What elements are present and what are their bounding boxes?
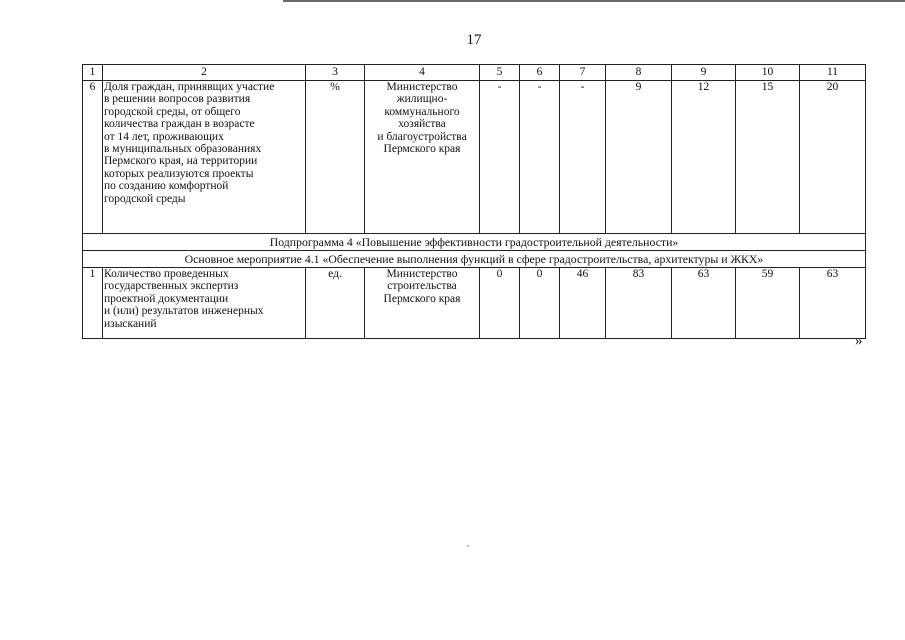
column-number: 1	[83, 65, 103, 81]
text-line: Министерство	[386, 268, 458, 280]
column-number: 11	[800, 65, 866, 81]
text-line: Доля граждан, принявщих участие	[104, 81, 275, 93]
value-cell: 59	[736, 268, 800, 339]
text-line: городской среды, от общего	[104, 105, 241, 118]
main-activity-row	[83, 251, 866, 268]
value-cell: -	[480, 81, 520, 234]
text-line: Количество проведенных	[104, 268, 229, 280]
value-cell: -	[560, 81, 606, 234]
top-rule	[283, 0, 905, 2]
column-number: 2	[103, 65, 306, 81]
text-line: и благоустройства	[377, 130, 467, 143]
value-cell: 83	[606, 268, 672, 339]
main-activity-title: Основное мероприятие 4.1 «Обеспечение выполнения функций в сфере градостроительства, архитектуры и ЖКХ»	[83, 251, 866, 268]
value-cell: 46	[560, 268, 606, 339]
column-number: 3	[306, 65, 365, 81]
value-cell: 9	[606, 81, 672, 234]
text-line: жилищно-	[396, 93, 448, 106]
column-number: 7	[560, 65, 606, 81]
unit-cell: %	[306, 81, 365, 234]
column-numbers-row	[83, 65, 866, 81]
text-line: от 14 лет, проживающих	[104, 130, 224, 143]
row-number: 6	[83, 81, 103, 234]
column-number: 4	[365, 65, 480, 81]
text-line: изысканий	[104, 317, 157, 330]
column-number: 8	[606, 65, 672, 81]
column-number: 6	[520, 65, 560, 81]
indicators-table	[82, 64, 866, 339]
indicator-name	[103, 81, 306, 234]
column-number: 10	[736, 65, 800, 81]
value-cell: 0	[520, 268, 560, 339]
table-row	[83, 268, 866, 339]
text-line: которых реализуются проекты	[104, 167, 254, 180]
closing-quote: »	[855, 333, 863, 349]
value-cell: 63	[672, 268, 736, 339]
page-number: 17	[466, 32, 482, 48]
subprogram-row	[83, 234, 866, 251]
text-line: строительства	[387, 280, 457, 293]
text-line: в решении вопросов развития	[104, 93, 251, 106]
text-line: Пермского края	[383, 292, 461, 305]
text-line: проектной документации	[104, 292, 229, 305]
value-cell: 12	[672, 81, 736, 234]
text-line: Пермского края	[383, 143, 461, 156]
scan-speck	[467, 545, 469, 547]
row-number: 1	[83, 268, 103, 339]
text-line: городской среды	[104, 192, 186, 205]
text-line: в муниципальных образованиях	[104, 143, 262, 156]
text-line: государственных экспертиз	[104, 280, 239, 293]
text-line: хозяйства	[398, 118, 446, 131]
text-line: Пермского края, на территории	[104, 155, 258, 168]
text-line: количества граждан в возрасте	[104, 118, 255, 131]
executor-cell	[365, 268, 480, 339]
text-line: Министерство	[386, 81, 458, 93]
value-cell: 15	[736, 81, 800, 234]
value-cell: 20	[800, 81, 866, 234]
subprogram-title: Подпрограмма 4 «Повышение эффективности градостроительной деятельности»	[83, 234, 866, 251]
value-cell: 0	[480, 268, 520, 339]
text-line: и (или) результатов инженерных	[104, 305, 264, 318]
column-number: 5	[480, 65, 520, 81]
indicator-name	[103, 268, 306, 339]
text-line: по созданию комфортной	[104, 180, 229, 193]
executor-cell	[365, 81, 480, 234]
text-line: коммунального	[384, 105, 460, 118]
value-cell: 63	[800, 268, 866, 339]
unit-cell: ед.	[306, 268, 365, 339]
column-number: 9	[672, 65, 736, 81]
table-row	[83, 81, 866, 234]
value-cell: -	[520, 81, 560, 234]
